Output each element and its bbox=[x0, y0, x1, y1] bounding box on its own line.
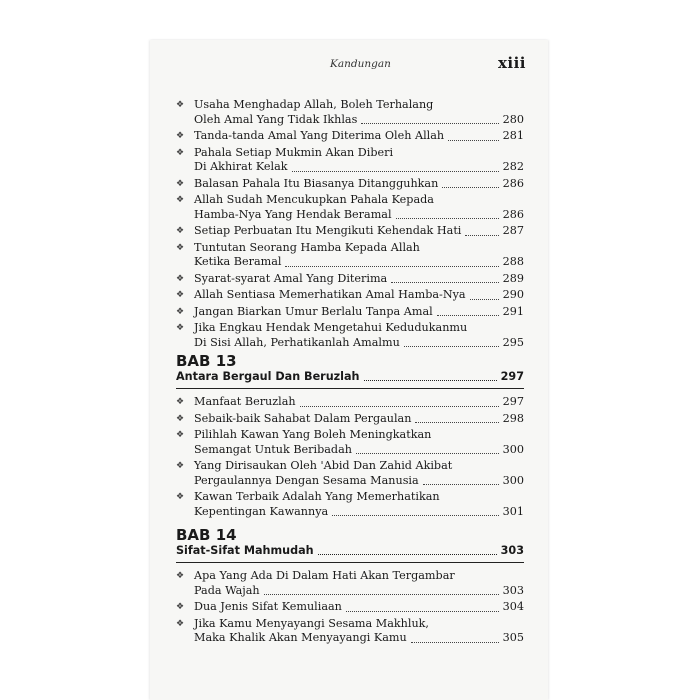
entry-page: 298 bbox=[502, 411, 524, 425]
diamond-bullet-icon: ❖ bbox=[176, 273, 185, 284]
toc-entry bbox=[176, 569, 524, 598]
running-head-page-number: xiii bbox=[497, 54, 526, 72]
toc-entry bbox=[176, 617, 524, 646]
toc-entry bbox=[176, 600, 524, 615]
toc-entry bbox=[176, 224, 524, 239]
chapter-page: 297 bbox=[500, 370, 524, 383]
toc-entry bbox=[176, 412, 524, 427]
entry-page: 295 bbox=[502, 335, 524, 349]
diamond-bullet-icon: ❖ bbox=[176, 323, 185, 333]
diamond-bullet-icon: ❖ bbox=[176, 100, 185, 110]
chapter-page: 303 bbox=[500, 544, 524, 557]
entry-page: 300 bbox=[502, 442, 524, 456]
entry-line2: Di Sisi Allah, Perhatikanlah Amalmu bbox=[194, 335, 400, 349]
entry-page: 304 bbox=[502, 600, 524, 614]
chapter-label: BAB 14 bbox=[176, 526, 237, 544]
entry-line2: Dua Jenis Sifat Kemuliaan bbox=[194, 600, 342, 614]
entry-line1: Apa Yang Ada Di Dalam Hati Akan Tergambar bbox=[194, 569, 455, 583]
diamond-bullet-icon: ❖ bbox=[176, 242, 185, 253]
entry-page: 297 bbox=[502, 395, 524, 409]
diamond-bullet-icon: ❖ bbox=[176, 306, 185, 317]
dot-leader bbox=[437, 315, 499, 316]
entry-line2: Oleh Amal Yang Tidak Ikhlas bbox=[194, 112, 358, 126]
dot-leader bbox=[361, 123, 498, 124]
entry-page: 303 bbox=[502, 583, 524, 597]
entry-page: 301 bbox=[502, 504, 524, 518]
dot-leader bbox=[346, 611, 499, 612]
entry-line2: Setiap Perbuatan Itu Mengikuti Kehendak Hati bbox=[194, 224, 462, 237]
dot-leader bbox=[285, 266, 498, 267]
diamond-bullet-icon: ❖ bbox=[176, 492, 185, 503]
entry-line1: Tuntutan Seorang Hamba Kepada Allah bbox=[194, 240, 420, 254]
dot-leader bbox=[318, 554, 497, 555]
entry-line2: Tanda-tanda Amal Yang Diterima Oleh Allah bbox=[194, 129, 445, 142]
dot-leader bbox=[448, 140, 499, 141]
chapter-title bbox=[176, 370, 524, 384]
dot-leader bbox=[391, 282, 498, 283]
dot-leader bbox=[396, 218, 499, 219]
entry-page: 289 bbox=[502, 271, 524, 285]
toc-entry bbox=[176, 129, 524, 144]
dot-leader bbox=[423, 484, 499, 485]
diamond-bullet-icon: ❖ bbox=[176, 413, 185, 424]
entry-line2: Hamba-Nya Yang Hendak Beramal bbox=[194, 207, 392, 221]
entry-line2: Sebaik-baik Sahabat Dalam Pergaulan bbox=[194, 411, 412, 425]
toc-entry bbox=[176, 428, 524, 457]
dot-leader bbox=[332, 515, 498, 516]
chapter-13-section bbox=[176, 352, 524, 521]
toc-entry bbox=[176, 321, 524, 350]
dot-leader bbox=[442, 187, 498, 188]
diamond-bullet-icon: ❖ bbox=[176, 195, 185, 205]
entry-line1: Jika Engkau Hendak Mengetahui Kedudukanmu bbox=[194, 321, 468, 334]
chapter-label: BAB 13 bbox=[176, 352, 237, 370]
toc-entry bbox=[176, 459, 524, 488]
diamond-bullet-icon: ❖ bbox=[176, 226, 185, 236]
entry-line2: Syarat-syarat Amal Yang Diterima bbox=[194, 271, 388, 285]
chapter-rule bbox=[176, 388, 524, 389]
entry-line1: Jika Kamu Menyayangi Sesama Makhluk, bbox=[194, 616, 429, 630]
book-page bbox=[150, 40, 548, 700]
diamond-bullet-icon: ❖ bbox=[176, 618, 185, 629]
diamond-bullet-icon: ❖ bbox=[176, 430, 185, 441]
entry-line2: Ketika Beramal bbox=[194, 255, 282, 268]
entry-line2: Jangan Biarkan Umur Berlalu Tanpa Amal bbox=[194, 304, 433, 318]
entry-line2: Balasan Pahala Itu Biasanya Ditangguhkan bbox=[194, 176, 439, 190]
dot-leader bbox=[404, 346, 499, 347]
dot-leader bbox=[470, 299, 499, 300]
toc-entry bbox=[176, 288, 524, 303]
entry-line1: Pilihlah Kawan Yang Boleh Meningkatkan bbox=[194, 428, 432, 442]
entry-line1: Pahala Setiap Mukmin Akan Diberi bbox=[194, 145, 394, 159]
dot-leader bbox=[415, 422, 498, 423]
chapter-rule bbox=[176, 562, 524, 563]
entry-line1: Allah Sudah Mencukupkan Pahala Kepada bbox=[194, 193, 434, 206]
entry-line1: Yang Dirisaukan Oleh 'Abid Dan Zahid Akibat bbox=[194, 459, 453, 473]
diamond-bullet-icon: ❖ bbox=[176, 290, 185, 300]
dot-leader bbox=[411, 642, 499, 643]
toc-entry bbox=[176, 98, 524, 127]
toc-entry bbox=[176, 146, 524, 175]
entry-line2: Pergaulannya Dengan Sesama Manusia bbox=[194, 473, 419, 487]
entry-page: 280 bbox=[502, 112, 524, 126]
toc-entry bbox=[176, 305, 524, 320]
diamond-bullet-icon: ❖ bbox=[176, 397, 185, 408]
dot-leader bbox=[465, 235, 498, 236]
entry-line2: Semangat Untuk Beribadah bbox=[194, 442, 352, 456]
diamond-bullet-icon: ❖ bbox=[176, 571, 185, 582]
dot-leader bbox=[300, 406, 499, 407]
diamond-bullet-icon: ❖ bbox=[176, 461, 185, 472]
diamond-bullet-icon: ❖ bbox=[176, 602, 185, 613]
toc-entry bbox=[176, 193, 524, 222]
dot-leader bbox=[292, 171, 499, 172]
entry-page: 290 bbox=[502, 288, 524, 301]
chapter-title-text: Antara Bergaul Dan Beruzlah bbox=[176, 370, 360, 383]
entry-page: 291 bbox=[502, 304, 524, 318]
dot-leader bbox=[356, 453, 499, 454]
diamond-bullet-icon: ❖ bbox=[176, 131, 185, 141]
diamond-bullet-icon: ❖ bbox=[176, 178, 185, 189]
chapter-title-text: Sifat-Sifat Mahmudah bbox=[176, 544, 314, 557]
entry-page: 281 bbox=[502, 129, 524, 142]
entry-line2: Maka Khalik Akan Menyayangi Kamu bbox=[194, 631, 407, 645]
toc-entries-top bbox=[176, 98, 524, 352]
entry-page: 300 bbox=[502, 473, 524, 487]
entry-page: 286 bbox=[502, 176, 524, 190]
entry-page: 286 bbox=[502, 207, 524, 221]
entry-line2: Pada Wajah bbox=[194, 583, 260, 597]
entry-line2: Di Akhirat Kelak bbox=[194, 160, 288, 173]
entry-line1: Kawan Terbaik Adalah Yang Memerhatikan bbox=[194, 490, 440, 504]
entry-line2: Kepentingan Kawannya bbox=[194, 504, 329, 518]
dot-leader bbox=[264, 594, 499, 595]
entry-page: 282 bbox=[502, 160, 524, 173]
toc-entry bbox=[176, 241, 524, 270]
toc-entry bbox=[176, 272, 524, 287]
dot-leader bbox=[364, 380, 497, 381]
entry-page: 287 bbox=[502, 224, 524, 237]
toc-entry bbox=[176, 395, 524, 410]
entry-line1: Usaha Menghadap Allah, Boleh Terhalang bbox=[194, 98, 434, 111]
chapter-14-section bbox=[176, 526, 524, 648]
diamond-bullet-icon: ❖ bbox=[176, 147, 185, 158]
toc-entry bbox=[176, 490, 524, 519]
chapter-title bbox=[176, 544, 524, 558]
entry-page: 288 bbox=[502, 255, 524, 268]
entry-page: 305 bbox=[502, 631, 524, 645]
entry-line2: Manfaat Beruzlah bbox=[194, 395, 296, 409]
running-head-title: Kandungan bbox=[330, 58, 391, 70]
running-head bbox=[150, 54, 548, 76]
toc-entry bbox=[176, 177, 524, 192]
entry-line2: Allah Sentiasa Memerhatikan Amal Hamba-Nya bbox=[194, 288, 466, 301]
